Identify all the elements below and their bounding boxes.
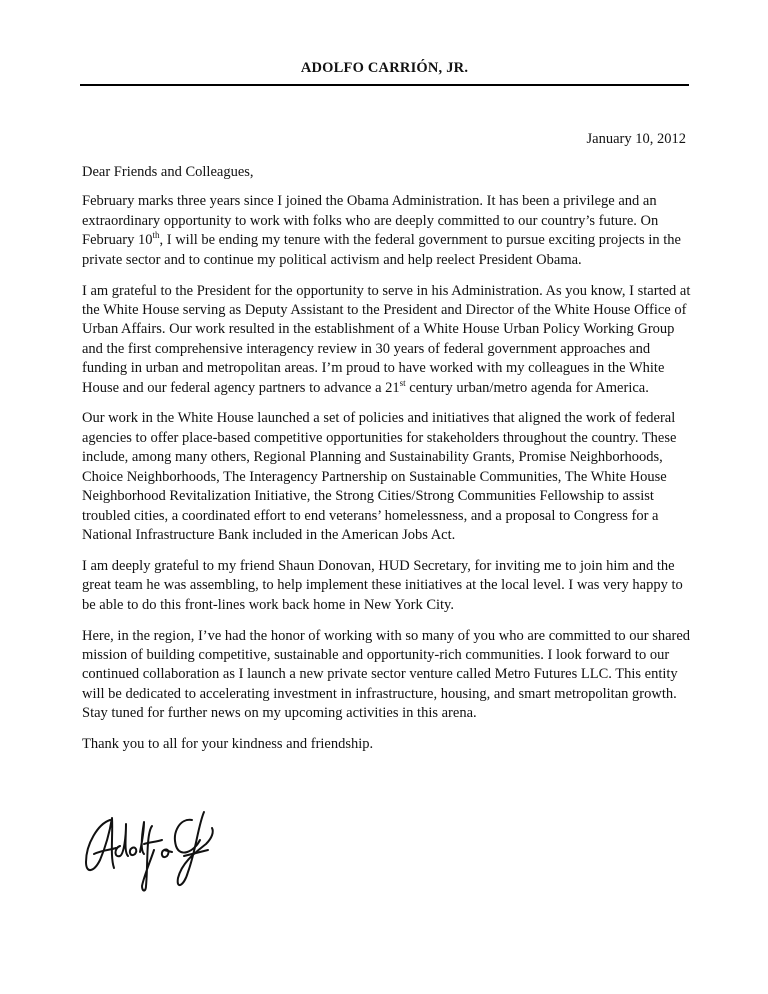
paragraph-2-text-b: century urban/metro agenda for America. [405,379,649,396]
paragraph-2-text-a: I am grateful to the President for the opportunity to serve in his Administration. As you know, I started at the White House serving as Deputy Assistant to the President and Director of the White House Office of Urban Affairs. Our work resulted in the establishment of a White House Urban Policy Working Group and the first comprehensive interagency review in 30 years of federal government approaches and funding in urban and metropolitan areas. I’m proud to have worked with my colleagues in the White House and our federal agency partners to advance a 21 [82,282,691,396]
paragraph-2 [82,282,692,398]
paragraph-1-text-b: , I will be ending my tenure with the federal government to pursue exciting projects in the private sector and to continue my political activism and help reelect President Obama. [82,232,681,268]
paragraph-3: Our work in the White House launched a set of policies and initiatives that aligned the work of federal agencies to offer place-based competitive opportunities for stakeholders throughout the country. These include, among many others, Regional Planning and Sustainability Grants, Promise Neighborhoods, Choice Neighborhoods, The Interagency Partnership on Sustainable Communities, The White House Neighborhood Revitalization Initiative, the Strong Cities/Strong Communities Fellowship to assist troubled cities, a coordinated effort to end veterans’ homelessness, and a proposal to Congress for a National Infrastructure Bank included in the American Jobs Act. [82,410,677,543]
letterhead-name: ADOLFO CARRIÓN, JR. [300,60,469,76]
paragraph-1 [82,192,692,270]
letter-body [82,163,692,766]
paragraph-1-text-a: February marks three years since I joined the Obama Administration. It has been a privilege and an extraordinary opportunity to work with folks who are deeply committed to our country’s future. On February 10 [82,193,659,249]
paragraph-4: I am deeply grateful to my friend Shaun Donovan, HUD Secretary, for inviting me to join him and the great team he was assembling, to help implement these initiatives at the local level. I was very happy to be able to do this front-lines work back home in New York City. [82,557,683,613]
paragraph-5: Here, in the region, I’ve had the honor of working with so many of you who are committed to our shared mission of building competitive, sustainable and opportunity-rich communities. I look forward to our continued collaboration as I launch a new private sector venture called Metro Futures LLC. This entity will be dedicated to accelerating investment in infrastructure, housing, and smart metropolitan growth. Stay tuned for further news on my upcoming activities in this arena. [82,627,691,722]
salutation: Dear Friends and Colleagues, [82,164,254,180]
letter-date: January 10, 2012 [586,131,686,147]
letterhead-rule [80,84,689,86]
closing-line: Thank you to all for your kindness and friendship. [82,736,374,753]
ordinal-suffix: st [399,377,406,388]
ordinal-suffix: th [152,230,160,241]
handwritten-signature-icon [80,806,220,896]
